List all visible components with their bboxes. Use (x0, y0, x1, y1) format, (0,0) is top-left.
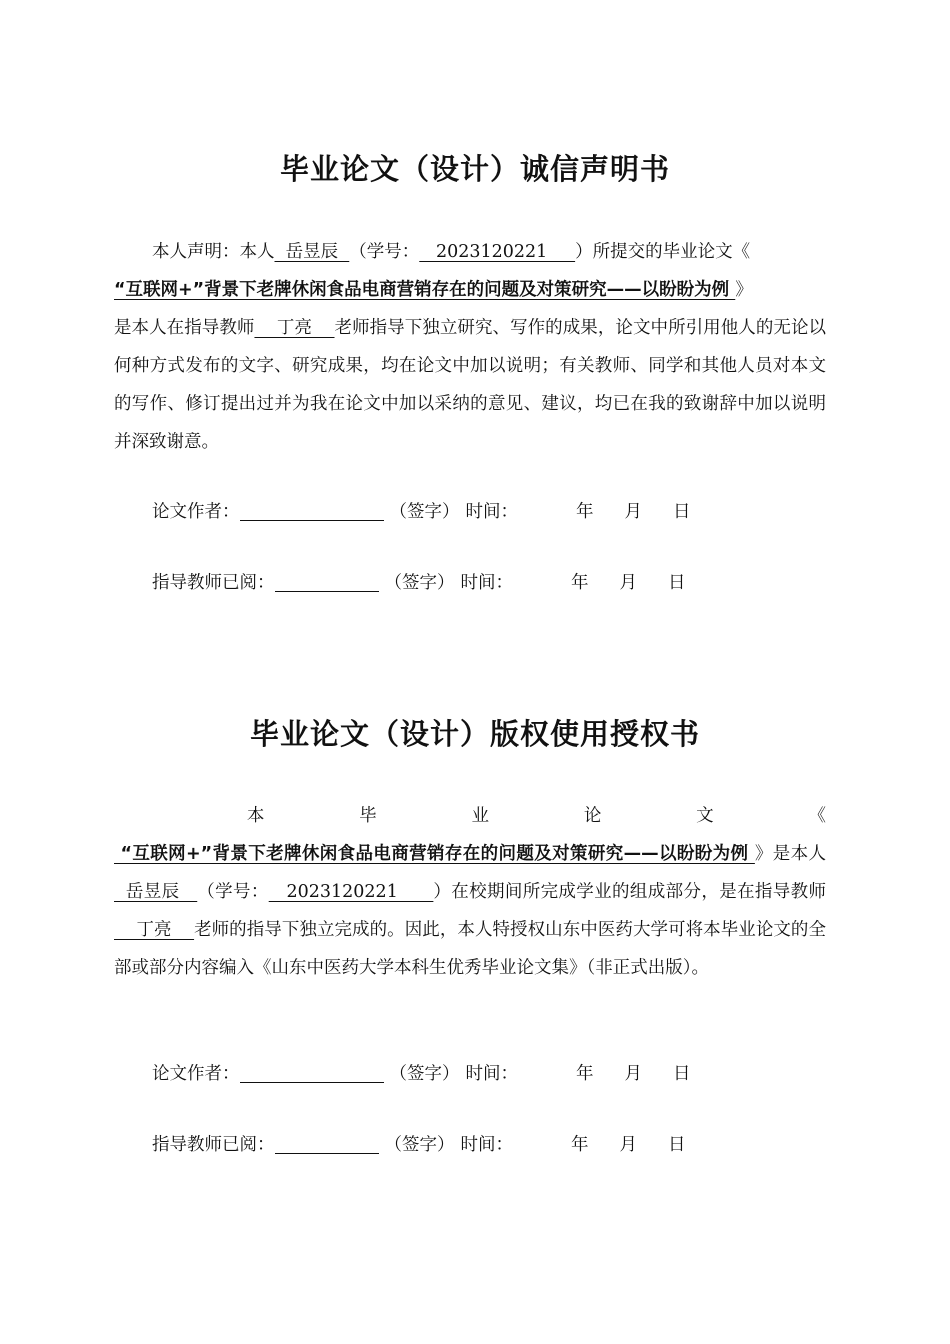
author-signature-line (240, 500, 384, 521)
time-label: 时间： (465, 1064, 518, 1084)
copyright-body-text: 老师的指导下独立完成的。因此，本人特授权山东中医药大学可将本毕业论文的全部或部分内容编入《山东中医药大学本科生优秀毕业论文集》（非正式出版）。 (114, 920, 826, 978)
copyright-paragraph (114, 797, 826, 987)
thesis-title-field: “互联网+”背景下老牌休闲食品电商营销存在的问题及对策研究——以盼盼为例 (114, 280, 736, 300)
student-id-open: （学号： (197, 882, 269, 902)
author-signature-label: 论文作者： (152, 1064, 240, 1084)
year-label: 年 (576, 502, 594, 522)
copyright-lead: 本毕业论文《 (152, 806, 826, 826)
advisor-signature-line (275, 571, 379, 592)
month-label: 月 (624, 502, 642, 522)
advisor-signature-label: 指导教师已阅： (152, 1135, 275, 1155)
day-label: 日 (673, 502, 691, 522)
day-label: 日 (673, 1064, 691, 1084)
student-id-open: （学号： (349, 242, 420, 262)
advisor-signature-line (275, 1133, 379, 1154)
copyright-author-signature-row (152, 1059, 691, 1089)
author-signature-line (240, 1062, 384, 1083)
day-label: 日 (668, 573, 686, 593)
honesty-author-signature-row (152, 497, 691, 527)
copyright-advisor-signature-row (152, 1130, 686, 1160)
thesis-title-open: ）所提交的毕业论文《 (575, 242, 751, 262)
year-label: 年 (571, 573, 589, 593)
advisor-signature-label: 指导教师已阅： (152, 573, 275, 593)
time-label: 时间： (465, 502, 518, 522)
month-label: 月 (624, 1064, 642, 1084)
honesty-body-text: 老师指导下独立研究、写作的成果，论文中所引用他人的无论以何种方式发布的文字、研究成果，均在论文中加以说明；有关教师、同学和其他人员对本文的写作、修订提出过并为我在论文中加以采纳的意见、建议，均已在我的致谢辞中加以说明并深致谢意。 (114, 318, 827, 452)
honesty-mid-text: 是本人在指导教师 (114, 318, 255, 338)
honesty-title: 毕业论文（设计）诚信声明书 (279, 152, 670, 186)
signature-note: （签字） (384, 1135, 455, 1155)
honesty-advisor-signature-row (152, 568, 686, 598)
thesis-title-field: “互联网+”背景下老牌休闲食品电商营销存在的问题及对策研究——以盼盼为例 (114, 844, 755, 864)
honesty-lead: 本人声明：本人 (152, 242, 275, 262)
day-label: 日 (668, 1135, 686, 1155)
year-label: 年 (576, 1064, 594, 1084)
author-signature-label: 论文作者： (152, 502, 240, 522)
student-id-field: 2023120221 (268, 882, 434, 902)
advisor-name-field: 丁亮 (254, 318, 335, 338)
month-label: 月 (619, 573, 637, 593)
year-label: 年 (571, 1135, 589, 1155)
signature-note: （签字） (389, 502, 460, 522)
author-name-field: 岳昱辰 (274, 242, 350, 262)
signature-note: （签字） (389, 1064, 460, 1084)
author-name-field: 岳昱辰 (114, 882, 198, 902)
honesty-paragraph (114, 233, 826, 461)
copyright-title: 毕业论文（设计）版权使用授权书 (249, 717, 700, 751)
copyright-title-close: 》是本人 (754, 844, 827, 864)
time-label: 时间： (460, 573, 513, 593)
student-id-field: 2023120221 (419, 242, 576, 262)
copyright-mid-text: ）在校期间所完成学业的组成部分，是在指导教师 (433, 882, 827, 902)
signature-note: （签字） (384, 573, 455, 593)
time-label: 时间： (460, 1135, 513, 1155)
month-label: 月 (619, 1135, 637, 1155)
thesis-title-close: 》 (735, 280, 753, 300)
advisor-name-field: 丁亮 (114, 920, 195, 940)
